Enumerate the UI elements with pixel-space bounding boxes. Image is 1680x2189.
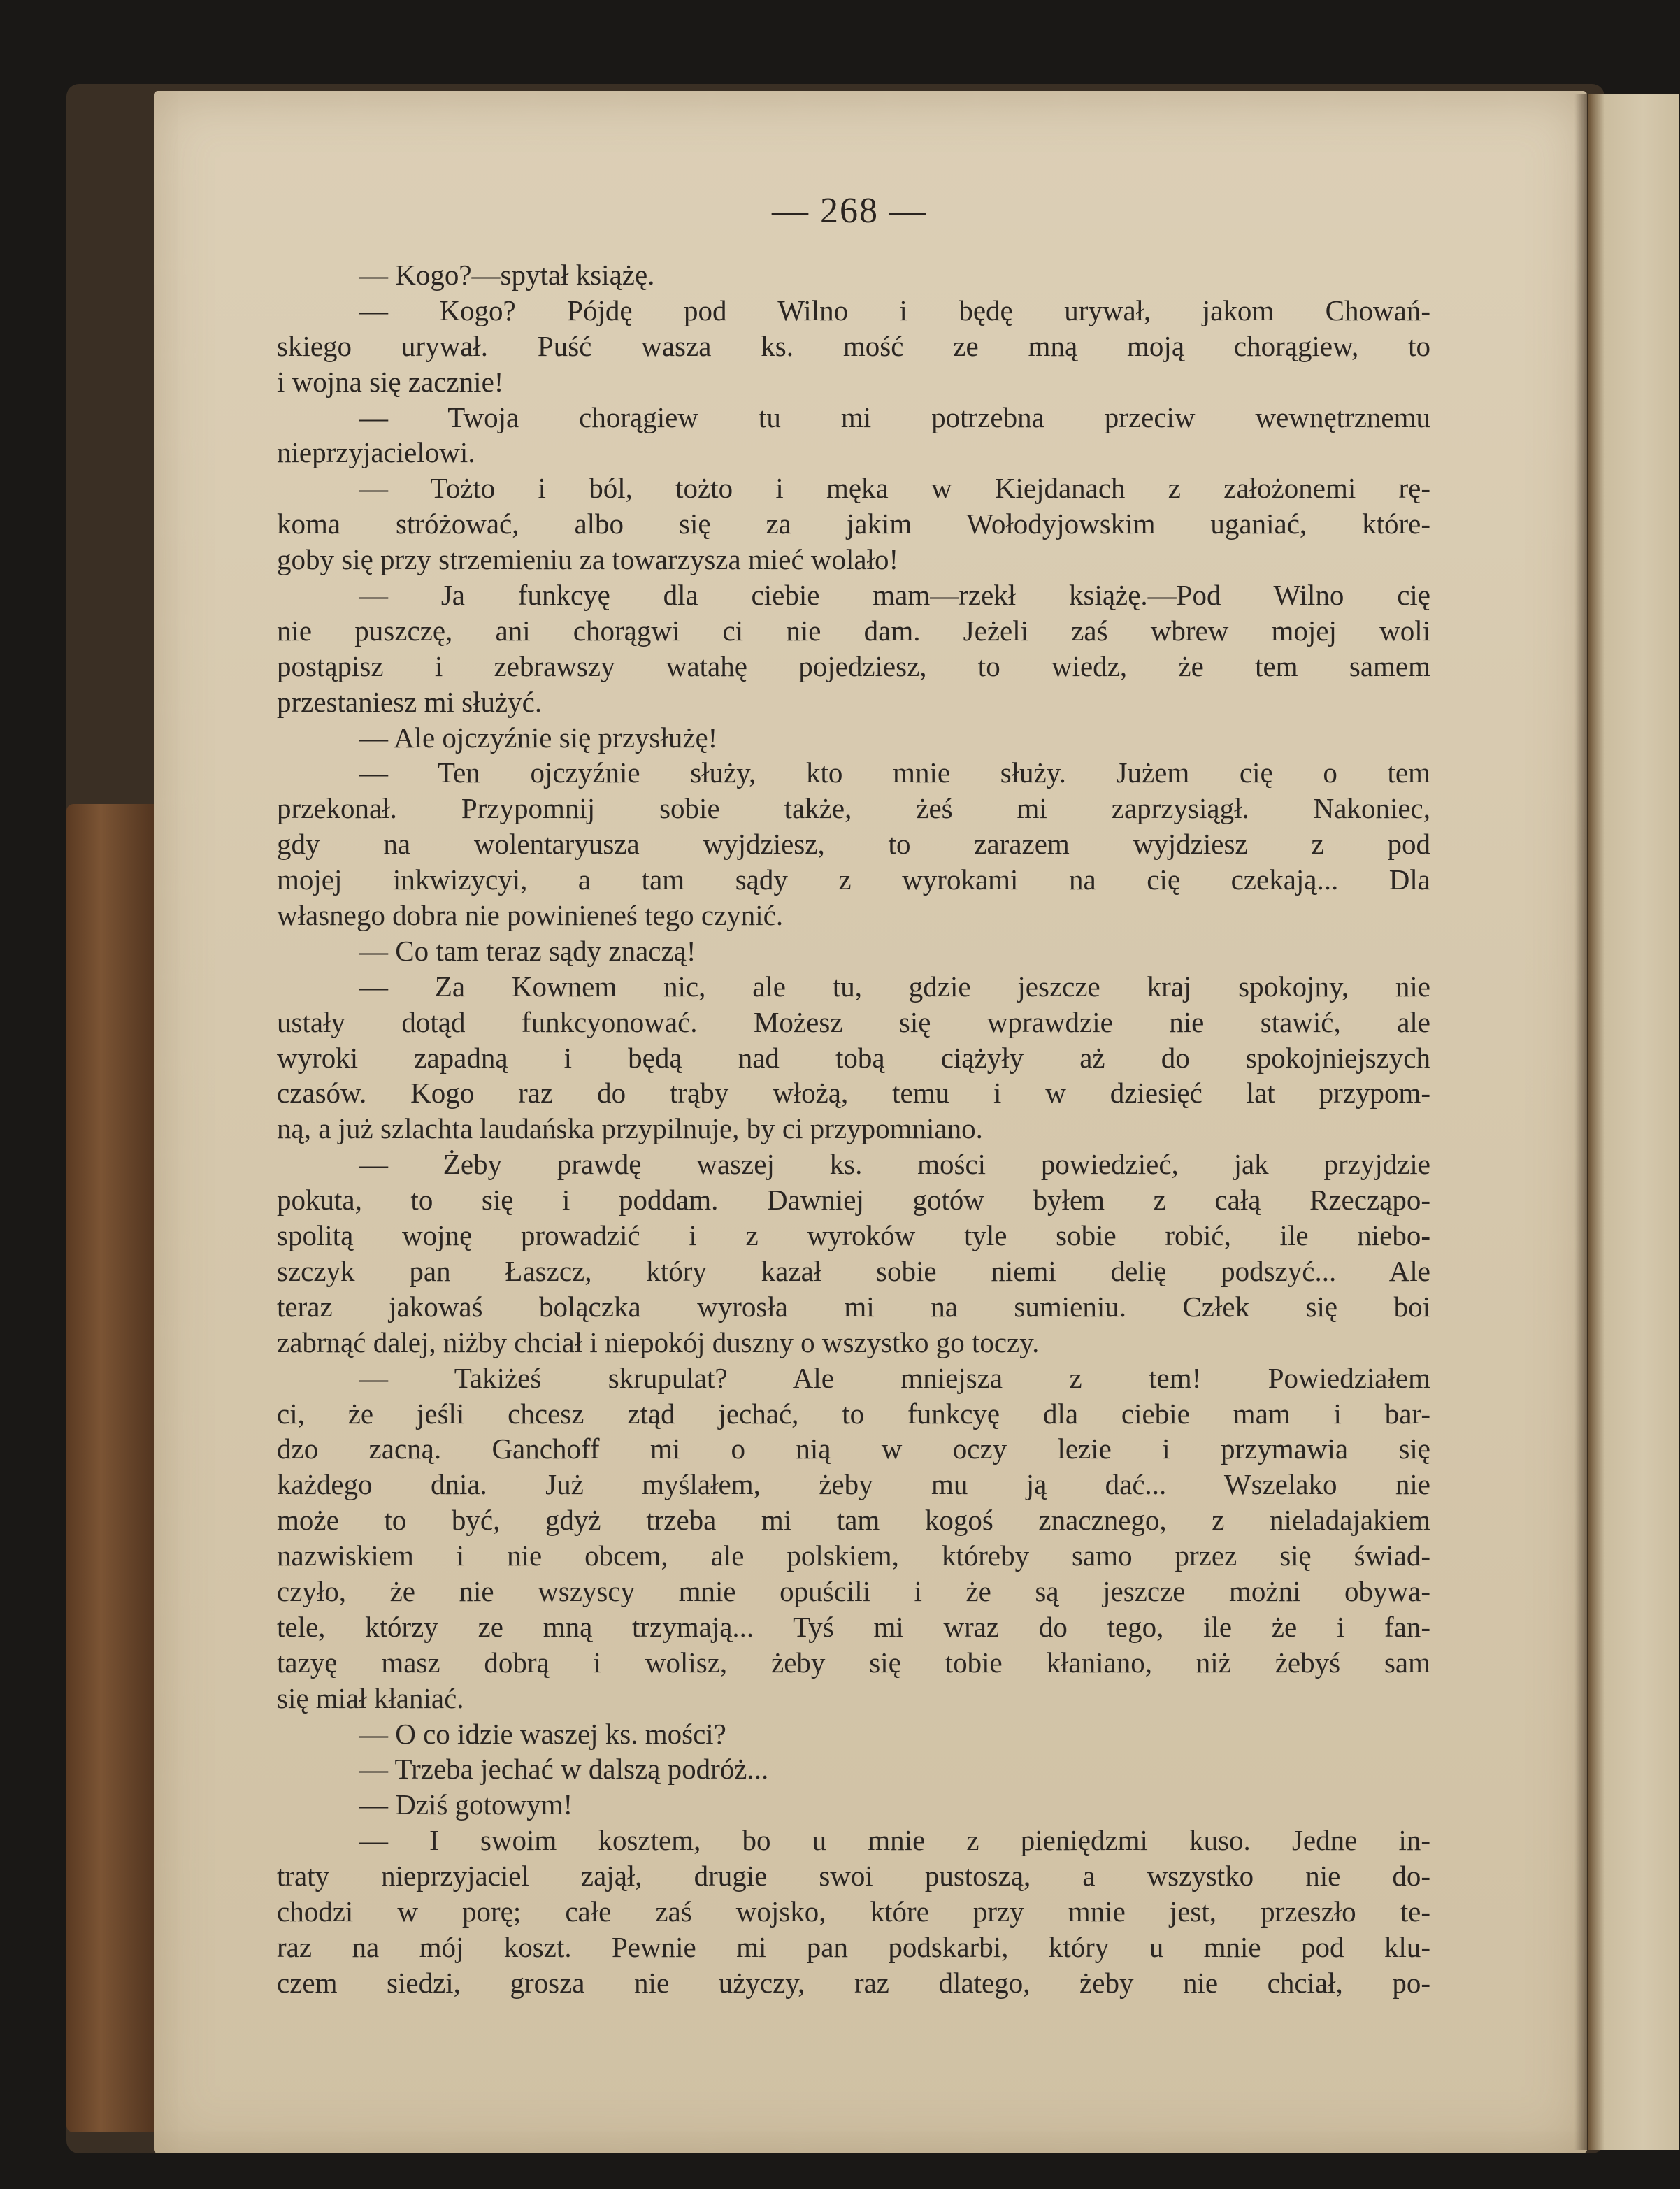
text-line: postąpisz i zebrawszy watahę pojedziesz, to wiedz, że tem samem [277, 649, 1430, 682]
text-line: teraz jakowaś bolączka wyrosła mi na sumieniu. Człek się boi [277, 1290, 1430, 1323]
text-line: — Kogo?—spytał książę. [359, 259, 655, 291]
text-line: może to być, gdyż trzeba mi tam kogoś znacznego, z nieladajakiem [277, 1504, 1430, 1537]
text-line: goby się przy strzemieniu za towarzysza mieć wolało! [277, 543, 899, 576]
next-page-edge [1588, 94, 1679, 2150]
text-line: — O co idzie waszej ks. mości? [359, 1717, 726, 1750]
text-line: — Trzeba jechać w dalszą podróż... [359, 1753, 769, 1786]
text-line: własnego dobra nie powinieneś tego czynić. [277, 899, 784, 932]
text-line: szczyk pan Łaszcz, który kazał sobie niemi delię podszyć... Ale [277, 1254, 1430, 1287]
text-line: spolitą wojnę prowadzić i z wyroków tyle sobie robić, ile niebo- [277, 1219, 1430, 1252]
text-line: i wojna się zacznie! [277, 365, 504, 398]
text-line: czyło, że nie wszyscy mnie opuścili i że są jeszcze możni obywa- [277, 1574, 1430, 1607]
text-line: — Dziś gotowym! [359, 1788, 573, 1821]
text-line: raz na mój koszt. Pewnie mi pan podskarbi, który u mnie pod klu- [277, 1930, 1430, 1963]
text-line: wyroki zapadną i będą nad tobą ciążyły aż do spokojniejszych [277, 1041, 1430, 1074]
text-line: przekonał. Przypomnij sobie także, żeś mi zaprzysiągł. Nakoniec, [277, 792, 1430, 825]
text-line: przestaniesz mi służyć. [277, 685, 543, 718]
text-line: — Ten ojczyźnie służy, kto mnie służy. Jużem cię o tem [359, 756, 1430, 789]
text-line: — Kogo? Pójdę pod Wilno i będę urywał, jakom Chowań- [359, 294, 1430, 326]
text-line: ną, a już szlachta laudańska przypilnuje, by ci przypomniano. [277, 1112, 983, 1145]
text-line: — Żeby prawdę waszej ks. mości powiedzieć, jak przyjdzie [359, 1148, 1430, 1181]
text-line: zabrnąć dalej, niżby chciał i niepokój duszny o wszystko go toczy. [277, 1326, 1040, 1358]
text-line: — Tożto i ból, tożto i męka w Kiejdanach z założonemi rę- [359, 472, 1430, 505]
text-line: traty nieprzyjaciel zajął, drugie swoi pustoszą, a wszystko nie do- [277, 1860, 1430, 1893]
page-number: — 268 — [772, 191, 927, 231]
text-line: ci, że jeśli chcesz ztąd jechać, to funkcyę dla ciebie mam i bar- [277, 1397, 1430, 1430]
text-line: — Takiżeś skrupulat? Ale mniejsza z tem! Powiedziałem [359, 1361, 1430, 1394]
text-line: gdy na wolentaryusza wyjdziesz, to zarazem wyjdziesz z pod [277, 828, 1430, 861]
text-line: — Za Kownem nic, ale tu, gdzie jeszcze kraj spokojny, nie [359, 970, 1430, 1003]
text-line: czem siedzi, grosza nie użyczy, raz dlatego, żeby nie chciał, po- [277, 1966, 1430, 1999]
text-line: koma stróżować, albo się za jakim Wołodyjowskim uganiać, które- [277, 508, 1430, 540]
text-line: tazyę masz dobrą i wolisz, żeby się tobie kłaniano, niż żebyś sam [277, 1646, 1430, 1679]
text-line: — Twoja chorągiew tu mi potrzebna przeciw wewnętrznemu [359, 401, 1430, 433]
text-line: się miał kłaniać. [277, 1681, 464, 1714]
text-line: skiego urywał. Puść wasza ks. mość ze mną moją chorągiew, to [277, 329, 1430, 362]
text-line: czasów. Kogo raz do trąby włożą, temu i w dziesięć lat przypom- [277, 1077, 1430, 1110]
text-line: mojej inkwizycyi, a tam sądy z wyrokami na cię czekają... Dla [277, 863, 1430, 896]
text-line: — Ale ojczyźnie się przysłużę! [359, 721, 718, 754]
text-line: pokuta, to się i poddam. Dawniej gotów byłem z całą Rzecząpo- [277, 1184, 1430, 1216]
text-line: tele, którzy ze mną trzymają... Tyś mi wraz do tego, ile że i fan- [277, 1610, 1430, 1643]
text-line: każdego dnia. Już myślałem, żeby mu ją dać... Wszelako nie [277, 1468, 1430, 1501]
text-line: ustały dotąd funkcyonować. Możesz się wprawdzie nie stawić, ale [277, 1005, 1430, 1038]
text-line: nieprzyjacielowi. [277, 436, 475, 469]
text-line: — I swoim kosztem, bo u mnie z pieniędzmi kuso. Jedne in- [359, 1824, 1430, 1857]
text-line: chodzi w porę; całe zaś wojsko, które przy mnie jest, przeszło te- [277, 1895, 1430, 1928]
text-line: — Co tam teraz sądy znaczą! [359, 934, 696, 967]
text-line: nazwiskiem i nie obcem, ale polskiem, któreby samo przez się świad- [277, 1540, 1430, 1572]
page-body-text [277, 257, 1430, 2001]
text-line: — Ja funkcyę dla ciebie mam—rzekł książę.—Pod Wilno cię [359, 579, 1430, 612]
text-line: nie puszczę, ani chorągwi ci nie dam. Jeżeli zaś wbrew mojej woli [277, 614, 1430, 647]
book-spine [66, 804, 164, 2132]
text-line: dzo zacną. Ganchoff mi o nią w oczy lezie i przymawia się [277, 1433, 1430, 1465]
